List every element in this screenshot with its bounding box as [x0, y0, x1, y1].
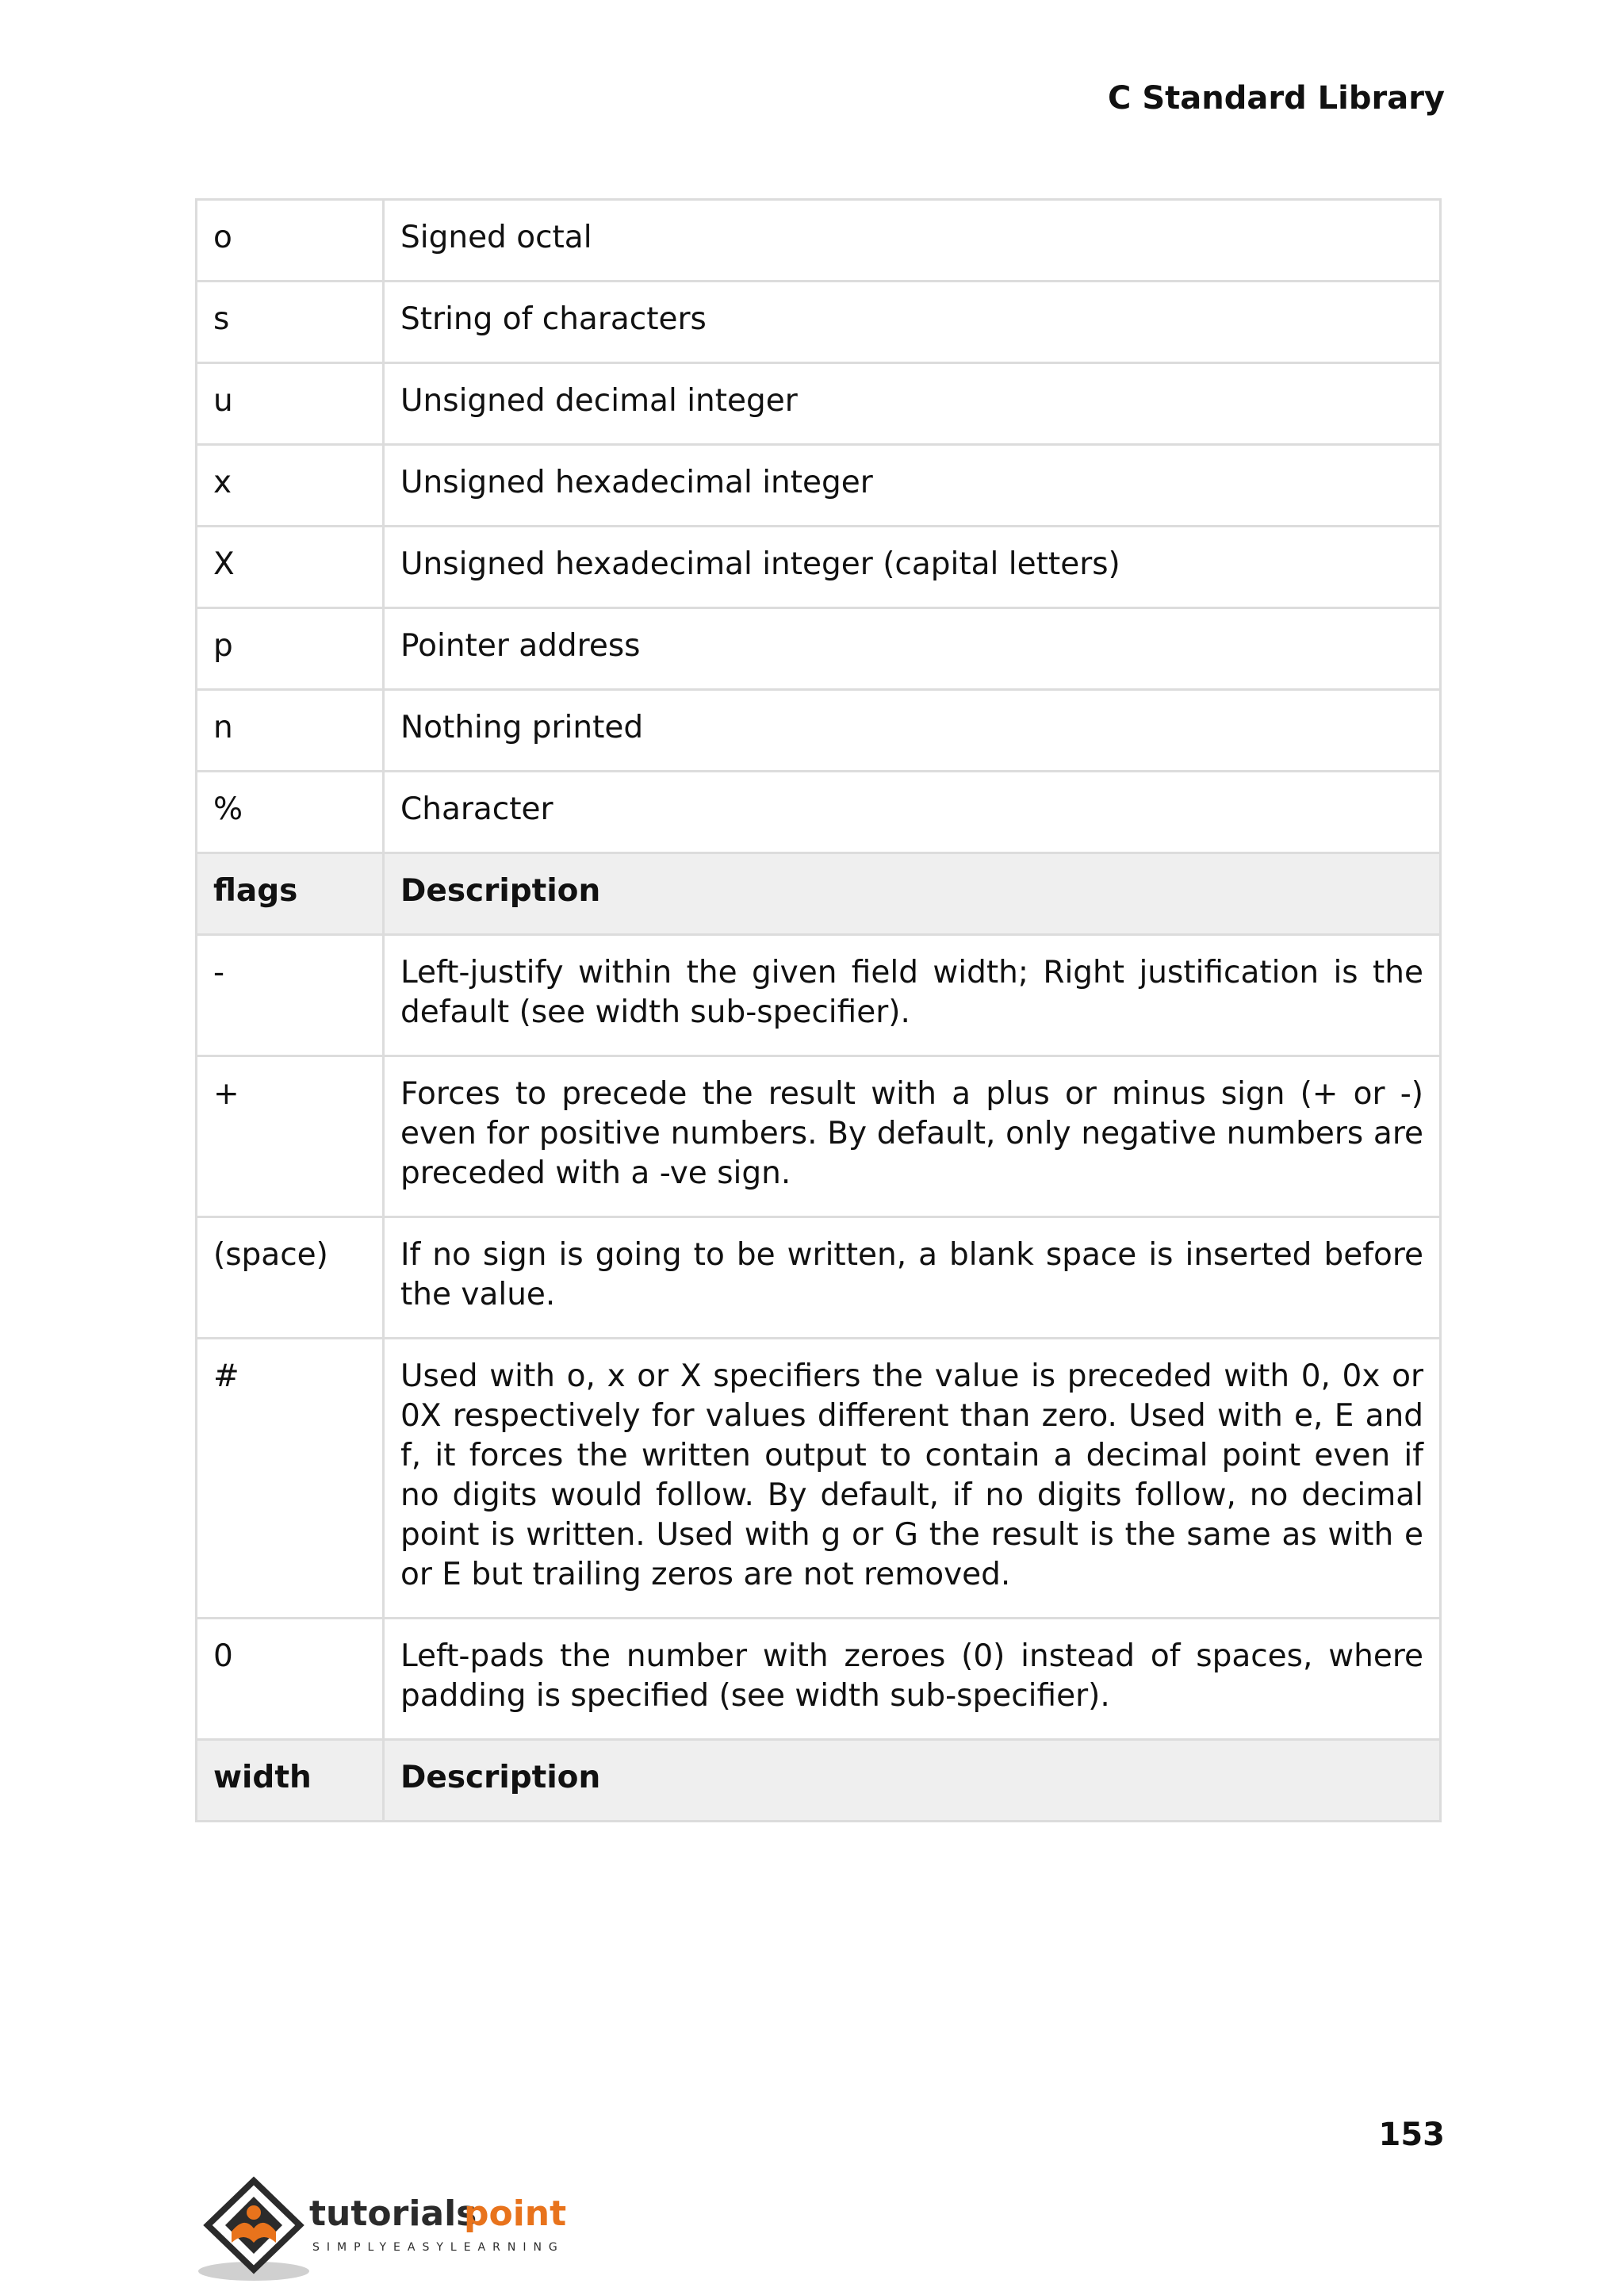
specifier-cell: o — [197, 200, 384, 282]
description-cell: Left-pads the number with zeroes (0) instead of spaces, where padding is specified (see width sub-specifier). — [384, 1619, 1441, 1740]
logo-text-tutorials: tutorials — [309, 2193, 477, 2234]
table-row — [197, 690, 1441, 772]
table-row — [197, 1339, 1441, 1619]
description-cell: Unsigned hexadecimal integer — [384, 445, 1441, 527]
description-cell: Unsigned hexadecimal integer (capital letters) — [384, 527, 1441, 608]
flag-cell: + — [197, 1056, 384, 1217]
specifier-cell: X — [197, 527, 384, 608]
section-header-label: flags — [197, 853, 384, 935]
description-cell: Left-justify within the given field width; Right justification is the default (see width sub-specifier). — [384, 935, 1441, 1056]
section-header-label: width — [197, 1740, 384, 1822]
section-header-description: Description — [384, 1740, 1441, 1822]
table-row — [197, 527, 1441, 608]
description-cell: String of characters — [384, 282, 1441, 363]
table-row — [197, 445, 1441, 527]
table-section-header-width — [197, 1740, 1441, 1822]
table-row — [197, 200, 1441, 282]
description-cell: Used with o, x or X specifiers the value is preceded with 0, 0x or 0X respectively for values different than zero. Used with e, E and f, it forces the written output to contain a decimal point even if no digits would follow. By default, if no digits follow, no decimal point is written. Used with g or G the result is the same as with e or E but trailing zeros are not removed. — [384, 1339, 1441, 1619]
table-row — [197, 1056, 1441, 1217]
table-row — [197, 1619, 1441, 1740]
logo-text-point: point — [464, 2193, 567, 2234]
table-row — [197, 608, 1441, 690]
specifier-cell: n — [197, 690, 384, 772]
flag-cell: # — [197, 1339, 384, 1619]
table-row — [197, 282, 1441, 363]
person-head-icon — [247, 2205, 261, 2220]
page-number: 153 — [1378, 2117, 1445, 2153]
description-cell: Nothing printed — [384, 690, 1441, 772]
description-cell: Unsigned decimal integer — [384, 363, 1441, 445]
page-header-title: C Standard Library — [1108, 80, 1445, 117]
section-header-description: Description — [384, 853, 1441, 935]
table-row — [197, 363, 1441, 445]
format-specifier-table — [195, 198, 1442, 1822]
specifier-cell: x — [197, 445, 384, 527]
flag-cell: (space) — [197, 1217, 384, 1339]
description-cell: Forces to precede the result with a plus or minus sign (+ or -) even for positive numbers. By default, only negative numbers are preceded with a -ve sign. — [384, 1056, 1441, 1217]
flag-cell: 0 — [197, 1619, 384, 1740]
description-cell: Pointer address — [384, 608, 1441, 690]
specifier-cell: p — [197, 608, 384, 690]
flag-cell: - — [197, 935, 384, 1056]
logo-tagline: SIMPLYEASYLEARNING — [312, 2241, 565, 2254]
table-row — [197, 1217, 1441, 1339]
description-cell: Character — [384, 772, 1441, 853]
table-row — [197, 772, 1441, 853]
tutorialspoint-logo — [197, 2176, 577, 2287]
specifier-cell: u — [197, 363, 384, 445]
table-row — [197, 935, 1441, 1056]
description-cell: Signed octal — [384, 200, 1441, 282]
description-cell: If no sign is going to be written, a blank space is inserted before the value. — [384, 1217, 1441, 1339]
specifier-cell: s — [197, 282, 384, 363]
specifier-cell: % — [197, 772, 384, 853]
table-section-header-flags — [197, 853, 1441, 935]
